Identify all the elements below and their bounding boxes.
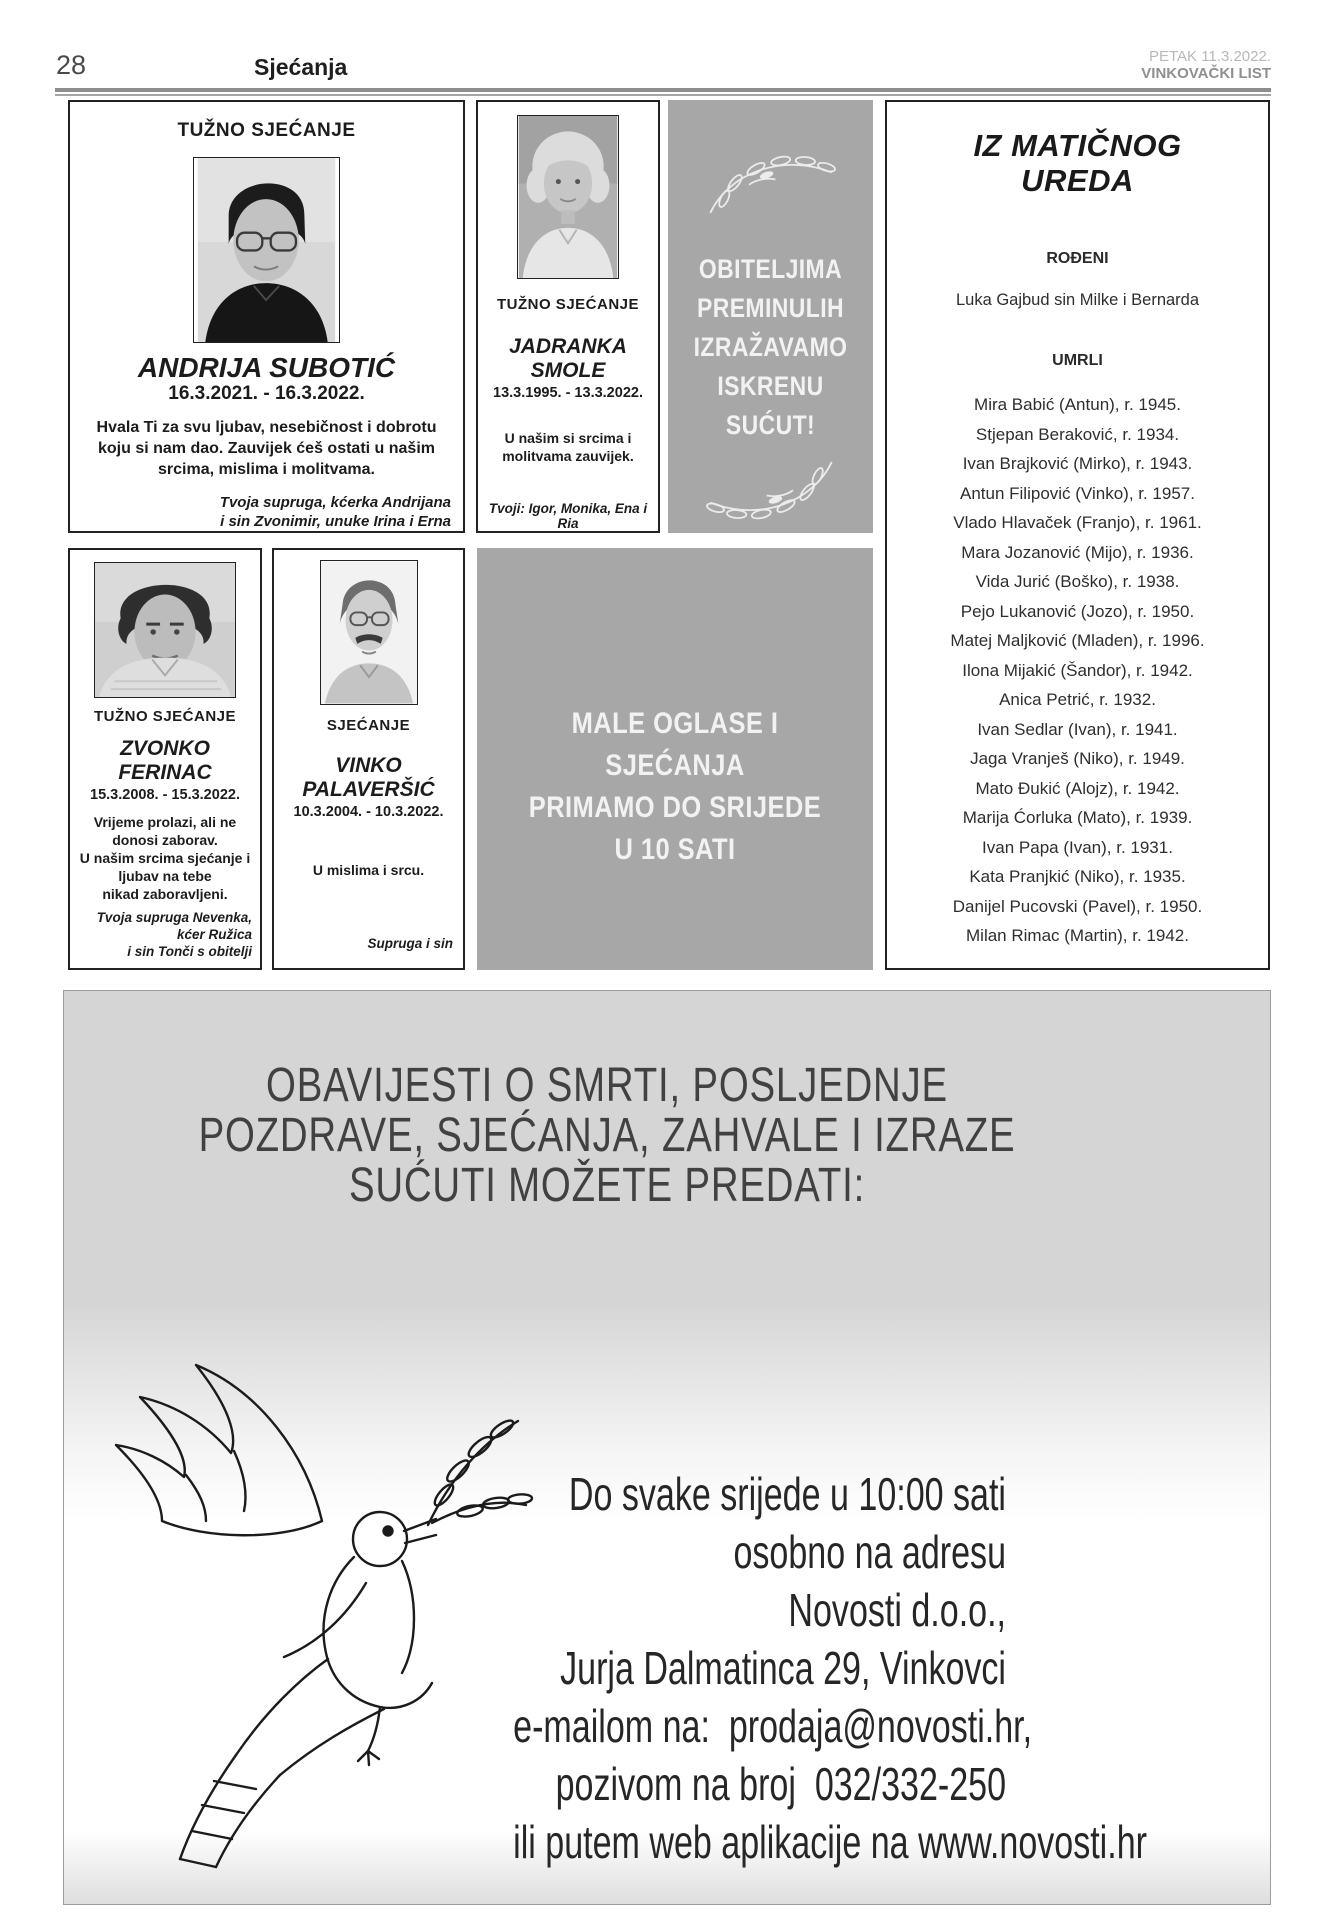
memorial-name-line: PALAVERŠIĆ bbox=[302, 778, 435, 801]
olive-branch-icon bbox=[696, 455, 846, 529]
registry-title bbox=[887, 128, 1268, 198]
section-title: Sjećanja bbox=[254, 54, 348, 80]
condolence-text bbox=[680, 250, 861, 445]
memorial-name-line: ANDRIJA SUBOTIĆ bbox=[137, 352, 396, 383]
memorial-name-line: FERINAC bbox=[118, 761, 212, 784]
deceased-entry: Danijel Pucovski (Pavel), r. 1950. bbox=[952, 896, 1203, 916]
memorial-signature bbox=[367, 936, 463, 951]
memorial-box-ferinac bbox=[68, 548, 262, 970]
memorial-dates: 10.3.2004. - 10.3.2022. bbox=[293, 804, 444, 820]
olive-branch-icon bbox=[696, 146, 846, 220]
publication-name: VINKOVAČKI LIST bbox=[1141, 65, 1271, 82]
memorial-body bbox=[313, 862, 424, 878]
ad-contact-line: osobno na adresu bbox=[733, 1526, 1006, 1578]
condolence-line: ISKRENU bbox=[717, 371, 824, 401]
memorial-signature bbox=[97, 909, 260, 960]
memorial-signature-line: i sin Zvonimir, unuke Irina i Erna bbox=[220, 513, 451, 530]
ad-contact-line: Do svake srijede u 10:00 sati bbox=[568, 1468, 1006, 1520]
portrait-photo-woman-blonde bbox=[517, 115, 619, 279]
ad-contact-line: Novosti d.o.o., bbox=[788, 1584, 1006, 1636]
memorial-name-line: VINKO bbox=[335, 754, 402, 777]
memorial-body-line: Hvala Ti za svu ljubav, nesebičnost i dobrotu bbox=[96, 419, 437, 436]
ad-contact-line: e-mailom na: prodaja@novosti.hr, bbox=[513, 1700, 1033, 1752]
deceased-entry: Marija Ćorluka (Mato), r. 1939. bbox=[962, 808, 1193, 827]
memorial-body-line: molitvama zauvijek. bbox=[502, 448, 634, 464]
memorial-body-line: koju si nam dao. Zauvijek ćeš ostati u našim bbox=[98, 440, 435, 457]
ad-heading-line: POZDRAVE, SJEĆANJA, ZAHVALE I IZRAZE bbox=[198, 1109, 1016, 1162]
born-header: ROĐENI bbox=[1046, 250, 1109, 267]
memorial-name-line: JADRANKA bbox=[509, 335, 627, 358]
memorial-dates: 16.3.2021. - 16.3.2022. bbox=[168, 383, 365, 404]
memorial-name bbox=[118, 737, 211, 785]
condolence-line: PREMINULIH bbox=[696, 293, 845, 323]
memorial-box-palaversic bbox=[272, 548, 465, 970]
page-number: 28 bbox=[56, 50, 87, 80]
memorial-header: TUŽNO SJEĆANJE bbox=[496, 296, 640, 313]
portrait-photo-man-mustache bbox=[320, 560, 418, 705]
masthead bbox=[1141, 48, 1271, 82]
memorial-signature-line: Supruga i sin bbox=[367, 936, 453, 951]
memorial-dates: 15.3.2008. - 15.3.2022. bbox=[90, 787, 240, 803]
condolence-line: IZRAŽAVAMO bbox=[693, 332, 848, 362]
born-entry: Luka Gajbud sin Milke i Bernarda bbox=[955, 291, 1200, 309]
deceased-entry: Stjepan Beraković, r. 1934. bbox=[975, 424, 1180, 444]
deceased-list bbox=[887, 390, 1268, 951]
memorial-body-line: donosi zaborav. bbox=[112, 832, 218, 848]
ad-heading bbox=[64, 991, 1270, 1211]
deadline-line: PRIMAMO DO SRIJEDE bbox=[528, 791, 822, 824]
header-rule-thin bbox=[55, 94, 1271, 96]
deceased-entry: Ivan Papa (Ivan), r. 1931. bbox=[982, 837, 1173, 857]
memorial-signature-line: Tvoja supruga, kćerka Andrijana bbox=[219, 494, 451, 511]
memorial-body bbox=[97, 417, 437, 480]
memorial-name-line: SMOLE bbox=[530, 359, 606, 382]
deceased-entry: Vlado Hlavaček (Franjo), r. 1961. bbox=[953, 513, 1202, 532]
deceased-entry: Pejo Lukanović (Jozo), r. 1950. bbox=[960, 601, 1195, 621]
header-rule-thick bbox=[55, 88, 1271, 92]
memorial-signature-line: kćer Ružica bbox=[176, 927, 252, 942]
ad-contact-line: Jurja Dalmatinca 29, Vinkovci bbox=[560, 1642, 1006, 1694]
portrait-photo-man-glasses bbox=[193, 157, 340, 343]
memorial-body-line: U mislima i srcu. bbox=[312, 862, 425, 878]
memorial-body-line: srcima, mislima i molitvama. bbox=[158, 461, 375, 478]
deceased-entry: Mira Babić (Antun), r. 1945. bbox=[974, 395, 1181, 414]
memorial-box-smole bbox=[476, 100, 660, 533]
ad-contact-line: pozivom na broj 032/332-250 bbox=[555, 1758, 1006, 1810]
issue-date: PETAK 11.3.2022. bbox=[1148, 48, 1271, 65]
submission-info-box bbox=[63, 990, 1271, 1905]
deceased-entry: Anica Petrić, r. 1932. bbox=[999, 690, 1156, 709]
ad-heading-line: SUĆUTI MOŽETE PREDATI: bbox=[348, 1159, 866, 1212]
deceased-entry: Mara Jozanović (Mijo), r. 1936. bbox=[961, 542, 1194, 562]
deceased-entry: Jaga Vranješ (Niko), r. 1949. bbox=[970, 749, 1185, 768]
memorial-name bbox=[302, 754, 434, 802]
condolence-line: OBITELJIMA bbox=[698, 254, 843, 284]
deceased-entry: Ilona Mijakić (Šandor), r. 1942. bbox=[962, 660, 1193, 680]
deceased-header: UMRLI bbox=[1052, 352, 1103, 369]
deadline-text bbox=[477, 703, 873, 871]
memorial-name bbox=[509, 335, 627, 383]
memorial-header: TUŽNO SJEĆANJE bbox=[93, 708, 237, 725]
ad-heading-line: OBAVIJESTI O SMRTI, POSLJEDNJE bbox=[266, 1059, 948, 1112]
born-list bbox=[887, 291, 1268, 310]
registry-title-line: IZ MATIČNOG bbox=[973, 128, 1182, 163]
memorial-body bbox=[502, 429, 634, 465]
memorial-body-line: Vrijeme prolazi, ali ne bbox=[93, 814, 237, 830]
deceased-entry: Ivan Sedlar (Ivan), r. 1941. bbox=[977, 719, 1178, 739]
ad-contact-line: ili putem web aplikacije na www.novosti.hr bbox=[513, 1816, 1147, 1868]
ad-contact-info bbox=[340, 1465, 1147, 1871]
memorial-signature-line: i sin Tonči s obitelji bbox=[127, 944, 252, 959]
memorial-box-subotic bbox=[68, 100, 465, 533]
deadline-line: MALE OGLASE I SJEĆANJA bbox=[571, 707, 779, 782]
memorial-body bbox=[80, 813, 250, 903]
condolence-panel bbox=[668, 100, 873, 533]
memorial-body-line: nikad zaboravljeni. bbox=[102, 886, 228, 902]
deadline-line: U 10 SATI bbox=[614, 833, 736, 866]
portrait-photo-man-curly-hair bbox=[94, 562, 236, 698]
memorial-header: TUŽNO SJEĆANJE bbox=[177, 120, 356, 141]
deceased-entry: Antun Filipović (Vinko), r. 1957. bbox=[960, 483, 1195, 503]
condolence-line: SUĆUT! bbox=[725, 410, 816, 440]
ads-deadline-panel bbox=[477, 548, 873, 970]
memorial-body-line: ljubav na tebe bbox=[118, 868, 212, 884]
deceased-entry: Mato Đukić (Alojz), r. 1942. bbox=[975, 778, 1180, 798]
memorial-signature bbox=[220, 493, 463, 531]
memorial-body-line: U našim si srcima i bbox=[504, 430, 632, 446]
memorial-body-line: U našim srcima sjećanje i bbox=[79, 850, 251, 866]
memorial-header: SJEĆANJE bbox=[326, 717, 411, 734]
memorial-signature bbox=[478, 501, 658, 531]
deceased-entry: Ivan Brajković (Mirko), r. 1943. bbox=[962, 454, 1193, 473]
registry-office-box bbox=[885, 100, 1270, 970]
registry-title-line: UREDA bbox=[1021, 163, 1134, 198]
deceased-entry: Matej Maljković (Mladen), r. 1996. bbox=[950, 631, 1205, 650]
memorial-name bbox=[138, 352, 395, 383]
memorial-signature-line: Tvoji: Igor, Monika, Ena i Ria bbox=[488, 501, 648, 531]
memorial-dates: 13.3.1995. - 13.3.2022. bbox=[493, 385, 643, 401]
memorial-signature-line: Tvoja supruga Nevenka, bbox=[96, 910, 252, 925]
deceased-entry: Milan Rimac (Martin), r. 1942. bbox=[966, 926, 1189, 945]
deceased-entry: Vida Jurić (Boško), r. 1938. bbox=[975, 572, 1180, 591]
memorial-name-line: ZVONKO bbox=[120, 737, 210, 760]
deceased-entry: Kata Pranjkić (Niko), r. 1935. bbox=[969, 867, 1186, 886]
